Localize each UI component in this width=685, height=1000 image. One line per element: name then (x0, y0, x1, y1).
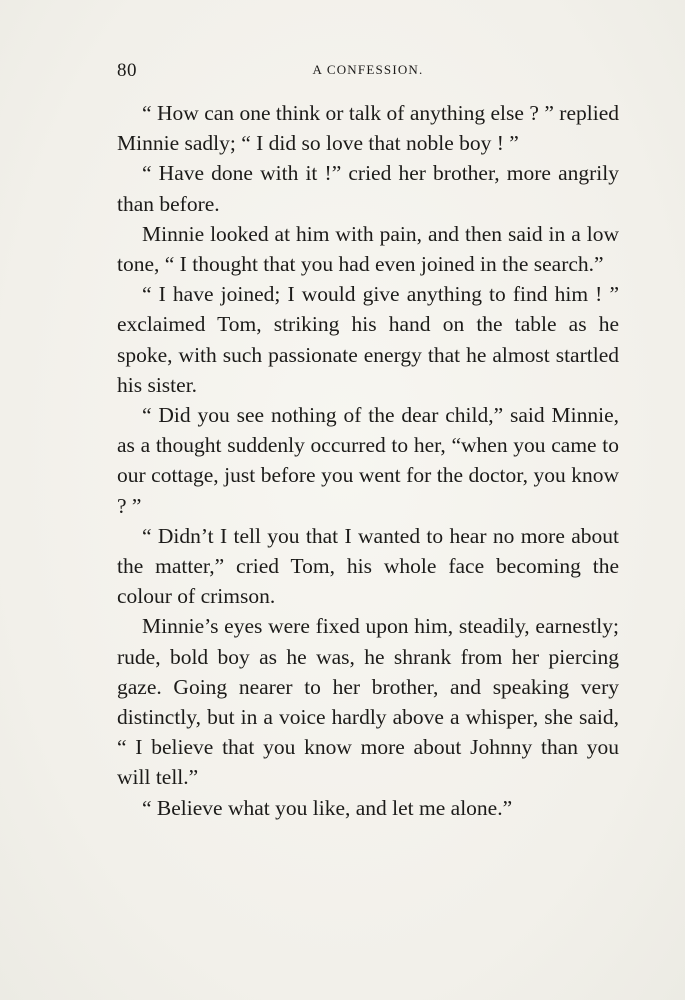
paragraph: “ Have done with it !” cried her brother, more angrily than before. (117, 161, 619, 216)
page-number: 80 (117, 60, 137, 81)
page-header (117, 60, 619, 84)
paragraph: “ How can one think or talk of anything else ? ” replied Minnie sadly; “ I did so love that noble boy ! ” (117, 101, 619, 156)
body-text (117, 98, 619, 823)
paragraph: “ I have joined; I would give anything to find him ! ” exclaimed Tom, striking his hand on the table as he spoke, with such passionate energy that he almost startled his sister. (117, 282, 619, 397)
paragraph: Minnie looked at him with pain, and then said in a low tone, “ I thought that you had even joined in the search.” (117, 221, 619, 277)
paragraph: “ Didn’t I tell you that I wanted to hear no more about the matter,” cried Tom, his whole face becoming the colour of crimson. (117, 523, 619, 609)
paragraph: Minnie’s eyes were fixed upon him, steadily, earnestly; rude, bold boy as he was, he shrank from her piercing gaze. Going nearer to her brother, and speaking very distinctly, but in a voice hardly above a whisper, she said, “ I believe that you know more about Johnny than you will tell.” (117, 614, 619, 790)
paragraph: “ Believe what you like, and let me alone.” (142, 795, 513, 820)
running-title: A CONFESSION. (312, 62, 424, 77)
paragraph: “ Did you see nothing of the dear child,” said Minnie, as a thought suddenly occurred to her, “when you came to our cottage, just before you went for the doctor, you know ? ” (117, 403, 619, 518)
